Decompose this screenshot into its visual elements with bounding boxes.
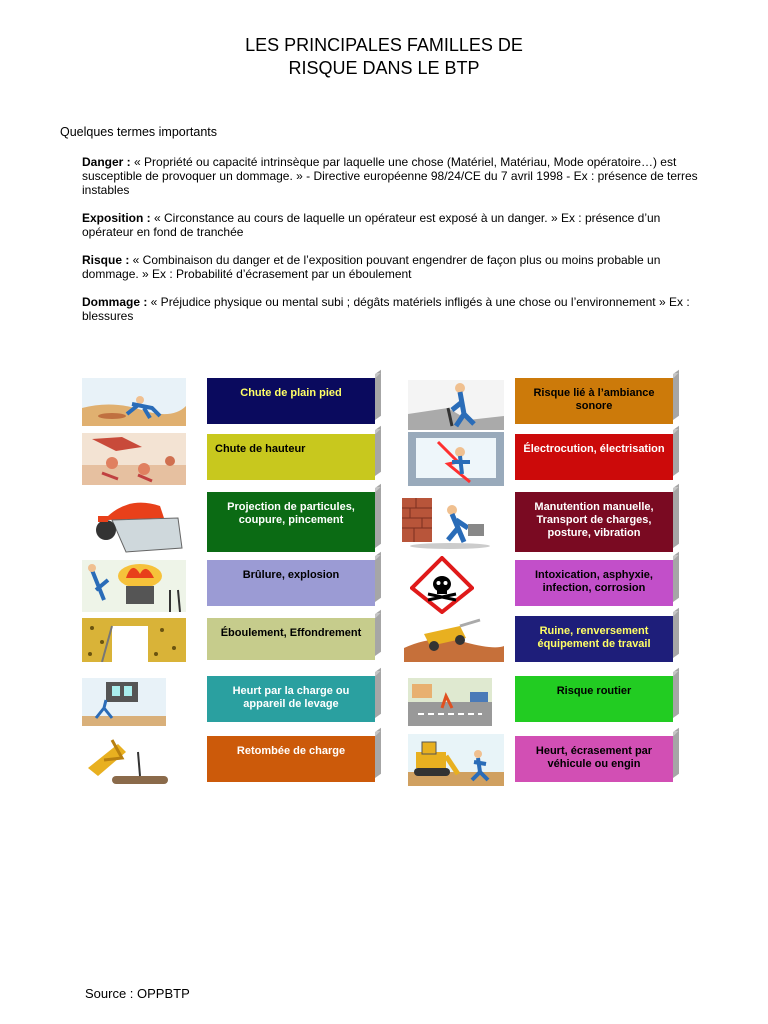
- definition-text: « Propriété ou capacité intrinsèque par laquelle une chose (Matériel, Matériau, Mode opératoire…) est susceptible de provoquer un dommage. » - Directive européenne 98/24/CE du 7 avril 1998 - Ex : présence de terres instables: [82, 155, 698, 197]
- risk-box-right-4: [515, 560, 673, 606]
- risk-label: Retombée de charge: [236, 745, 346, 757]
- definitions-list: [82, 155, 702, 337]
- skull-hazard-icon: [410, 556, 474, 614]
- risk-box-left-1: [207, 378, 375, 424]
- risk-label: Brûlure, explosion: [242, 569, 340, 581]
- risk-box-right-5: [515, 616, 673, 662]
- worker-lifting-icon: [398, 494, 502, 550]
- risk-box-left-6: [207, 676, 375, 722]
- definition-risque: [82, 253, 702, 281]
- definition-exposition: [82, 211, 702, 239]
- bulldozer-worker-icon: [408, 734, 504, 786]
- page-title: [0, 34, 768, 80]
- risk-box-left-4: [207, 560, 375, 606]
- road-works-icon: [408, 678, 492, 726]
- hanging-load-icon: [82, 678, 166, 726]
- definition-dommage: [82, 295, 702, 323]
- falling-beam-icon: [82, 738, 174, 788]
- risk-label: Intoxication, asphyxie, infection, corrosion: [535, 569, 653, 594]
- term: Danger :: [82, 155, 131, 169]
- risk-box-right-7: [515, 736, 673, 782]
- risk-label: Heurt, écrasement par véhicule ou engin: [535, 745, 653, 770]
- definition-danger: [82, 155, 702, 197]
- term: Exposition :: [82, 211, 151, 225]
- risk-box-right-1: [515, 378, 673, 424]
- risk-label: Éboulement, Effondrement: [220, 627, 362, 639]
- risk-box-left-2: [207, 434, 375, 480]
- risk-box-left-7: [207, 736, 375, 782]
- title-line-1: LES PRINCIPALES FAMILLES DE: [245, 35, 523, 55]
- risk-label: Ruine, renversement équipement de travail: [537, 625, 651, 650]
- term: Dommage :: [82, 295, 148, 309]
- jackhammer-worker-icon: [408, 380, 504, 430]
- risk-box-left-3: [207, 492, 375, 552]
- definition-text: « Circonstance au cours de laquelle un opérateur est exposé à un danger. » Ex : présence d’un opérateur en fond de tranchée: [82, 211, 661, 239]
- electrocution-icon: [408, 432, 504, 486]
- source-note: Source : OPPBTP: [85, 986, 190, 1001]
- risk-label: Risque routier: [556, 685, 632, 697]
- definition-text: « Préjudice physique ou mental subi ; dégâts matériels infligés à une chose ou l’environnement » Ex : blessures: [82, 295, 690, 323]
- risk-box-left-5: [207, 618, 375, 660]
- worker-slipping-icon: [82, 378, 186, 426]
- risk-box-right-3: [515, 492, 673, 552]
- section-subtitle: Quelques termes importants: [60, 125, 218, 139]
- title-line-2: RISQUE DANS LE BTP: [288, 58, 480, 78]
- risk-label: Projection de particules, coupure, pincement: [227, 501, 355, 526]
- risk-label: Électrocution, électrisation: [523, 443, 665, 455]
- risk-label: Chute de plain pied: [240, 387, 342, 399]
- risk-box-right-2: [515, 434, 673, 480]
- trench-collapse-icon: [82, 618, 186, 662]
- term: Risque :: [82, 253, 130, 267]
- fire-burner-icon: [82, 560, 186, 612]
- overturned-machine-icon: [404, 612, 504, 662]
- worker-falling-icon: [82, 433, 186, 485]
- risk-label: Manutention manuelle, Transport de charges, posture, vibration: [534, 501, 654, 539]
- risk-label: Heurt par la charge ou appareil de levage: [232, 685, 350, 710]
- risk-label: Risque lié à l’ambiance sonore: [533, 387, 655, 412]
- definition-text: « Combinaison du danger et de l’exposition pouvant engendrer de façon plus ou moins probable un dommage. » Ex : Probabilité d’écrasement par un éboulement: [82, 253, 661, 281]
- risk-box-right-6: [515, 676, 673, 722]
- risk-label: Chute de hauteur: [215, 443, 306, 455]
- safety-helmet-visor-icon: [90, 494, 186, 554]
